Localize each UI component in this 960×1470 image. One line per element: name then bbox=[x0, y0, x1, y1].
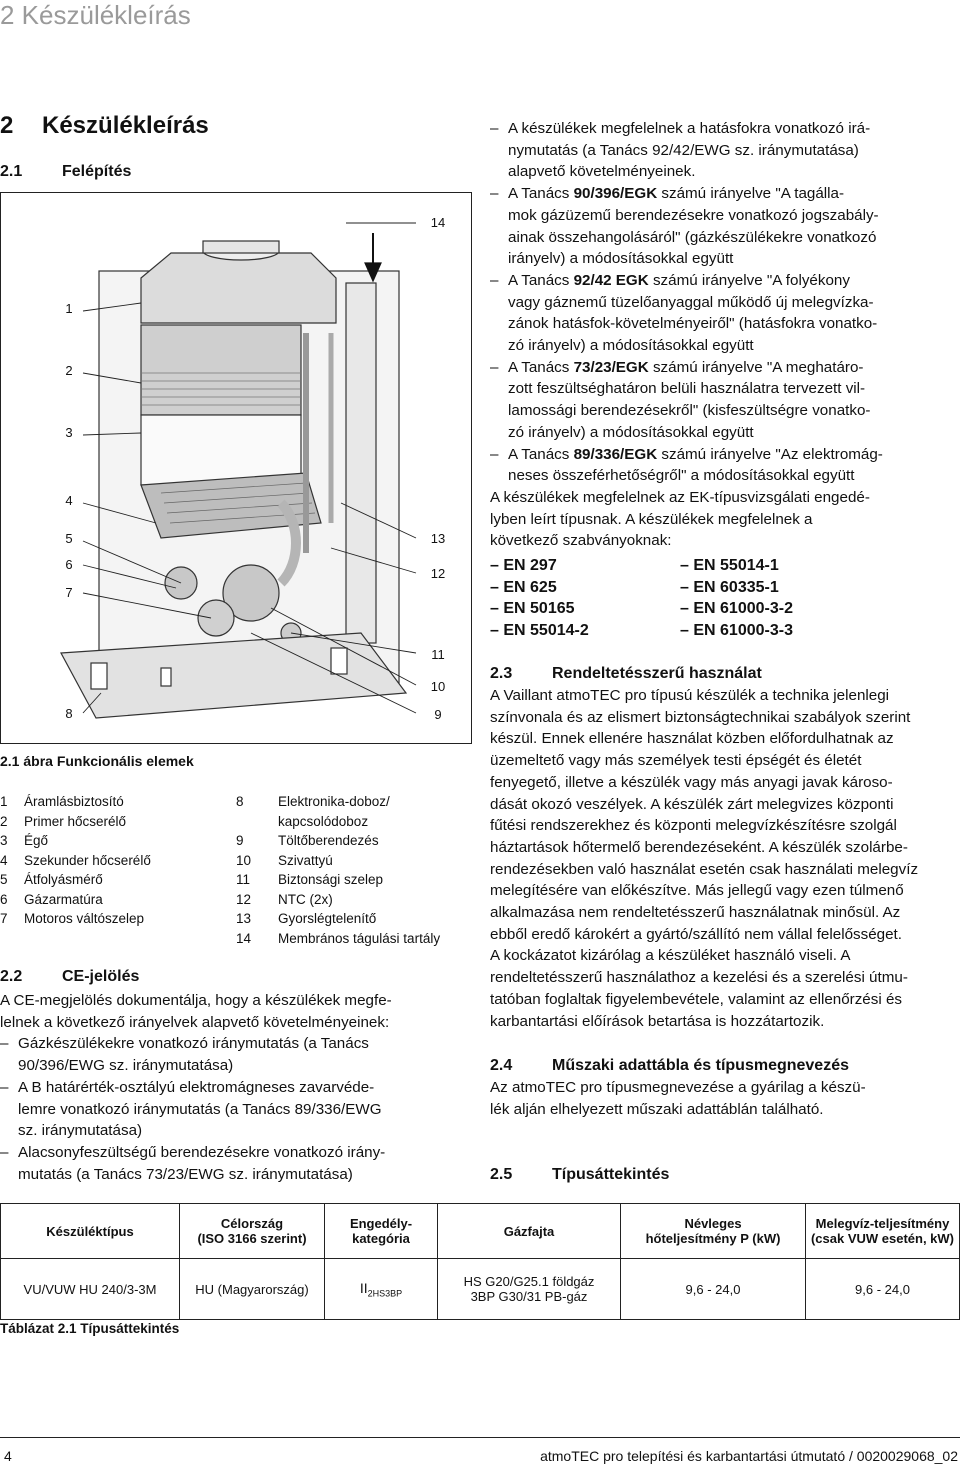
list-item: – A Tanács 89/336/EGK számú irányelve "Az elektromág- neses összeférhetőségről" a módosításokkal együtt bbox=[490, 444, 955, 487]
table-caption: Táblázat 2.1 Típusáttekintés bbox=[0, 1321, 180, 1336]
legend-item: 10 Szivattyú bbox=[236, 852, 333, 868]
fig-label-2: 2 bbox=[65, 363, 73, 378]
data-plate-text: Az atmoTEC pro típusmegnevezése a gyárilag a készü- lék alján elhelyezett műszaki adattáblán található. bbox=[490, 1079, 866, 1118]
expansion-vessel bbox=[346, 283, 376, 643]
legend-item: 11 Biztonsági szelep bbox=[236, 872, 384, 887]
section-heading-2-2: 2.2 CE-jelölés bbox=[0, 968, 140, 985]
fig-label-11: 11 bbox=[431, 647, 445, 662]
standards-left: – EN 297 – EN 625 – EN 50165 – EN 55014-2 bbox=[490, 555, 690, 641]
footer-text: atmoTEC pro telepítési és karbantartási útmutató / 0020029068_02 bbox=[540, 1448, 958, 1464]
fig-label-9: 9 bbox=[434, 707, 442, 722]
table-header-row bbox=[1, 1204, 960, 1259]
col-header: Gázfajta bbox=[438, 1204, 621, 1259]
legend-item: 1 Áramlásbiztosító bbox=[0, 794, 124, 809]
col-header: Melegvíz-teljesítmény (csak VUW esetén, kW) bbox=[806, 1204, 960, 1259]
col-header: Névleges hőteljesítmény P (kW) bbox=[621, 1204, 806, 1259]
boiler-diagram bbox=[1, 193, 471, 743]
cell-hotwater: 9,6 - 24,0 bbox=[806, 1259, 960, 1320]
ek-approval-text: A készülékek megfelelnek az EK-típusvizsgálati engedé- lyben leírt típusnak. A készülékek megfelelnek a következő szabványoknak: bbox=[490, 488, 870, 550]
legend-item: 6 Gázarmatúra bbox=[0, 891, 103, 907]
list-item: – Alacsonyfeszültségű berendezésekre vonatkozó irány- mutatás (a Tanács 73/23/EWG sz. iránymutatása) bbox=[0, 1142, 472, 1185]
col-header: Engedély- kategória bbox=[325, 1204, 438, 1259]
list-item: – A készülékek megfelelnek a hatásfokra vonatkozó irá- nymutatás (a Tanács 92/42/EWG sz. iránymutatása) alapvető követelményeinek. bbox=[490, 118, 955, 183]
legend-item: 4 Szekunder hőcserélő bbox=[0, 852, 151, 868]
cell-category: $II_{2HS3BP}$ bbox=[325, 1259, 438, 1320]
fig-label-13: 13 bbox=[430, 531, 446, 546]
diverter-valve bbox=[198, 600, 234, 636]
fig-label-6: 6 bbox=[65, 557, 73, 572]
cell-country: HU (Magyarország) bbox=[180, 1259, 325, 1320]
cell-type: VU/VUW HU 240/3-3M bbox=[1, 1259, 180, 1320]
col-header: Célország (ISO 3166 szerint) bbox=[180, 1204, 325, 1259]
primary-heat-exchanger bbox=[141, 325, 301, 415]
page-number: 4 bbox=[4, 1448, 12, 1464]
legend-item: 3 Égő bbox=[0, 833, 49, 848]
legend-item: 7 Motoros váltószelep bbox=[0, 911, 145, 926]
cell-gas: HS G20/G25.1 földgáz 3BP G30/31 PB-gáz bbox=[438, 1259, 621, 1320]
running-head: 2 Készülékleírás bbox=[0, 0, 191, 30]
legend-item: 12 NTC (2x) bbox=[236, 891, 333, 907]
legend-item: 8 Elektronika-doboz/ bbox=[236, 794, 390, 809]
list-item: – A Tanács 73/23/EGK számú irányelve "A meghatáro- zott feszültséghatáron belüli használatra tervezett vil- lamossági berendezésekről" (kisfeszültségre vonatko- zó irányelv) a módosításokkal együtt bbox=[490, 357, 955, 444]
legend-item: kapcsolódoboz bbox=[278, 813, 369, 829]
fig-label-1: 1 bbox=[65, 301, 73, 316]
fig-label-5: 5 bbox=[65, 531, 73, 546]
type-overview-table bbox=[0, 1203, 960, 1320]
legend-item: 14 Membrános tágulási tartály bbox=[236, 930, 441, 946]
intended-use-text: A Vaillant atmoTEC pro típusú készülék a technika jelenlegi színvonala és az elismert biztonságtechnikai szabályok szerint készül. Ennek ellenére használat közben előfordulhatnak az üzemeltető vagy más személyek testi épségét és életét fenyegető, illetve a készülék vagy más anyagi javak károso- dását okozó veszélyek. A készülék zárt melegvizes központi fűtési rendszerekhez és központi melegvízkészítésre szolgál háztartások hőtermelő berendezéseként. A készülék szolárbe- rendezésekben való használat esetén csak használati melegvíz melegítésére van előkészítve. Más jellegű vagy ezen túlmenő alkalmazása nem rendeltetésszerű használatnak minősül. Az ebből eredő károkért a gyártó/szállító nem vállal felelősséget. A kockázatot kizárólag a készüléket használó viseli. A rendeltetésszerű használathoz a kezelési és a szerelési útmu- tatóban foglaltak figyelembevétele, valamint az ellenőrzési és karbantartási előírások betartása is hozzátartozik. bbox=[490, 687, 919, 1030]
section-heading-2-1: 2.1 Felépítés bbox=[0, 163, 132, 180]
fig-label-4: 4 bbox=[65, 493, 73, 508]
figure-caption: 2.1 ábra Funkcionális elemek bbox=[0, 753, 194, 769]
list-item: – A Tanács 92/42 EGK számú irányelve "A folyékony vagy gáznemű tüzelőanyaggal működő új melegvízka- zánok hatásfok-követelményeiről" (hatásfokra vonatko- zó irányelv) a módosításokkal együtt bbox=[490, 270, 955, 357]
list-item: – Gázkészülékekre vonatkozó iránymutatás (a Tanács 90/396/EWG sz. iránymutatása) bbox=[0, 1033, 472, 1076]
combustion-chamber bbox=[141, 415, 301, 485]
standards-right: – EN 55014-1 – EN 60335-1 – EN 61000-3-2 – EN 61000-3-3 bbox=[680, 555, 880, 641]
ce-directive-list bbox=[0, 1033, 472, 1185]
draft-diverter bbox=[141, 253, 336, 323]
list-item: – A Tanács 90/396/EGK számú irányelve "A tagálla- mok gázüzemű berendezésekre vonatkozó jogszabály- ainak összehangolásáról" (gázkészülékekre vonatkozó irányelv) a módosításokkal együtt bbox=[490, 183, 955, 270]
legend-item: 5 Átfolyásmérő bbox=[0, 872, 103, 887]
section-heading-2-4: 2.4 Műszaki adattábla és típusmegnevezés bbox=[490, 1057, 849, 1074]
section-heading-2-3: 2.3 Rendeltetésszerű használat bbox=[490, 665, 762, 682]
legend-item: 9 Töltőberendezés bbox=[236, 833, 379, 848]
boiler-figure bbox=[0, 192, 472, 744]
fig-label-8: 8 bbox=[65, 706, 73, 721]
section-heading-2: 2 Készülékleírás bbox=[0, 112, 209, 139]
fig-label-7: 7 bbox=[65, 585, 73, 600]
table-row bbox=[1, 1259, 960, 1320]
cell-nominal: 9,6 - 24,0 bbox=[621, 1259, 806, 1320]
list-item: – A B határérték-osztályú elektromágneses zavarvéde- lemre vonatkozó iránymutatás (a Tanács 89/336/EWG sz. iránymutatása) bbox=[0, 1077, 472, 1142]
directive-list-right bbox=[490, 118, 955, 552]
footer-divider bbox=[0, 1437, 960, 1438]
section-heading-2-5: 2.5 Típusáttekintés bbox=[490, 1166, 670, 1183]
legend-item: 13 Gyorslégtelenítő bbox=[236, 911, 377, 926]
col-header: Készüléktípus bbox=[1, 1204, 180, 1259]
fig-label-14: 14 bbox=[430, 215, 446, 230]
fig-label-12: 12 bbox=[430, 566, 446, 581]
fig-label-3: 3 bbox=[65, 425, 73, 440]
ce-marking-text: A CE-megjelölés dokumentálja, hogy a készülékek megfe- lelnek a következő irányelvek alapvető követelményeinek: – Gázkészülékekre vonatkozó iránymutatás (a Tanács 90/396/EWG sz. iránymutatása) – A B határérték-osztályú elektromágneses zavarvéde- lemre vonatkozó iránymutatás (a Tanács 89/336/EWG sz. iránymutatása) – Alacsonyfeszültségű berendezésekre vonatkozó irány- mutatás (a Tanács 73/23/EWG sz. iránymutatása) bbox=[0, 990, 472, 1185]
legend-item: 2 Primer hőcserélő bbox=[0, 813, 127, 829]
fig-label-10: 10 bbox=[430, 679, 446, 694]
